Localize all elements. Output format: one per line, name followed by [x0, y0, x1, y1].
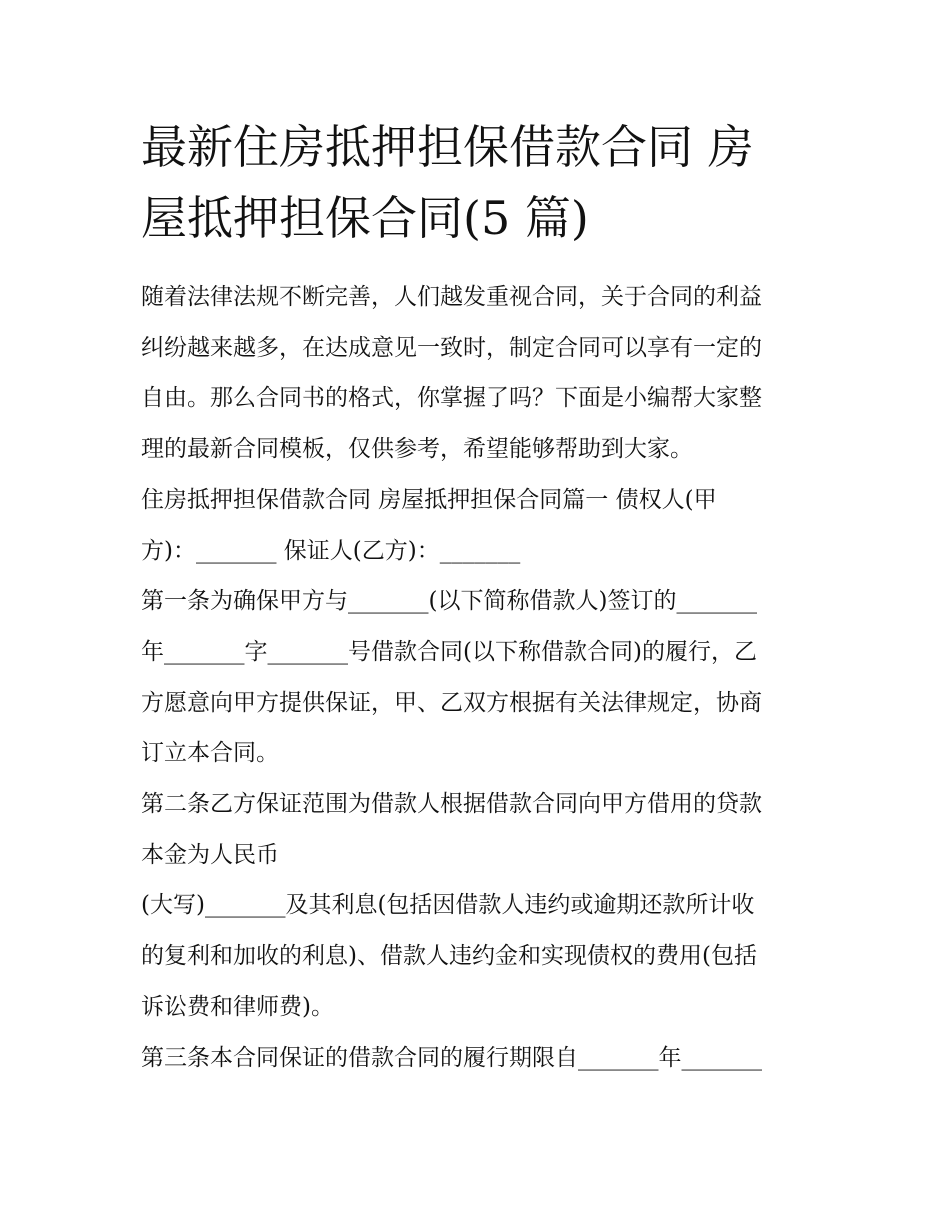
- document-body: [141, 272, 813, 1083]
- paragraph-article-1: [141, 576, 813, 779]
- title-line-1: 最新住房抵押担保借款合同 房: [141, 120, 754, 174]
- text-line: 第一条为确保甲方与_______(以下简称借款人)签订的_______: [141, 588, 757, 615]
- text-line: 自由。那么合同书的格式，你掌握了吗？下面是小编帮大家整: [141, 385, 762, 412]
- text-line: 随着法律法规不断完善，人们越发重视合同，关于合同的利益: [141, 284, 762, 310]
- text-line: 住房抵押担保借款合同 房屋抵押担保合同篇一 债权人(甲: [141, 486, 717, 513]
- text-line: 第三条本合同保证的借款合同的履行期限自_______年_______: [141, 1044, 762, 1071]
- text-line: 订立本合同。: [141, 740, 279, 767]
- text-line: 诉讼费和律师费)。: [141, 993, 334, 1020]
- paragraph-article-2: [141, 779, 813, 880]
- text-line: 的复利和加收的利息)、借款人违约金和实现债权的费用(包括: [141, 943, 757, 970]
- paragraph-intro: [141, 272, 813, 475]
- document-content: [141, 112, 813, 1083]
- text-line: 方愿意向甲方提供保证，甲、乙双方根据有关法律规定，协商: [141, 689, 762, 716]
- text-line: 第二条乙方保证范围为借款人根据借款合同向甲方借用的贷款: [141, 791, 762, 818]
- text-line: (大写)_______及其利息(包括因借款人违约或逾期还款所计收: [141, 892, 755, 919]
- text-line: 理的最新合同模板，仅供参考，希望能够帮助到大家。: [141, 436, 693, 463]
- text-line: 方)：_______ 保证人(乙方)：_______: [141, 537, 521, 564]
- title-line-2: 屋抵押担保合同(5 篇): [141, 191, 589, 245]
- paragraph-article-3: [141, 1033, 813, 1084]
- paragraph-parties: [141, 475, 813, 576]
- text-line: 本金为人民币: [141, 841, 279, 868]
- document-title: [141, 112, 813, 254]
- text-line: 纠纷越来越多，在达成意见一致时，制定合同可以享有一定的: [141, 334, 762, 361]
- text-line: 年_______字_______号借款合同(以下称借款合同)的履行，乙: [141, 638, 757, 665]
- paragraph-article-2-continued: [141, 880, 813, 1032]
